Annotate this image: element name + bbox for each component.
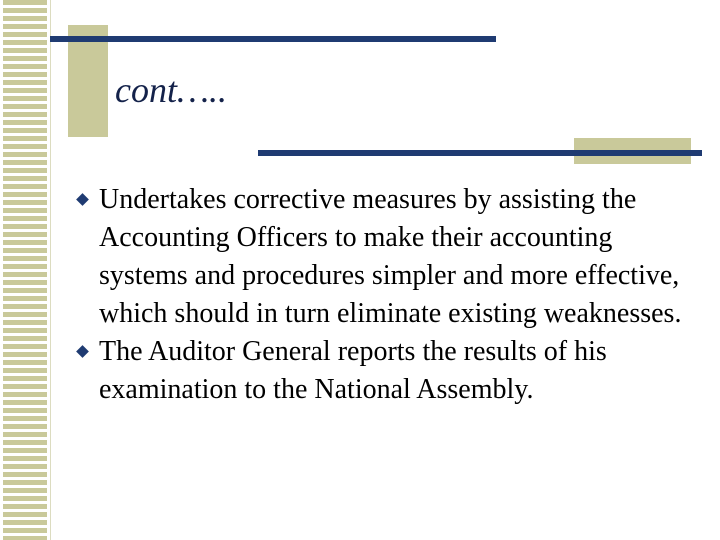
bullet-item — [76, 333, 696, 409]
diamond-bullet-icon — [76, 193, 89, 206]
bullet-text: Undertakes corrective measures by assisting the Accounting Officers to make their accounting systems and procedures simpler and more effective, which should in turn eliminate existing weaknesses. — [99, 184, 682, 329]
bullet-list — [76, 181, 696, 409]
bullet-text: The Auditor General reports the results of his examination to the National Assembly. — [99, 336, 607, 405]
bullet-item — [76, 181, 696, 333]
bottom-rule — [258, 150, 702, 156]
diamond-bullet-icon — [76, 345, 89, 358]
left-bar-edge — [50, 0, 51, 540]
top-rule — [50, 36, 496, 42]
slide-title: cont….. — [115, 70, 227, 110]
left-striped-bar — [0, 0, 50, 540]
